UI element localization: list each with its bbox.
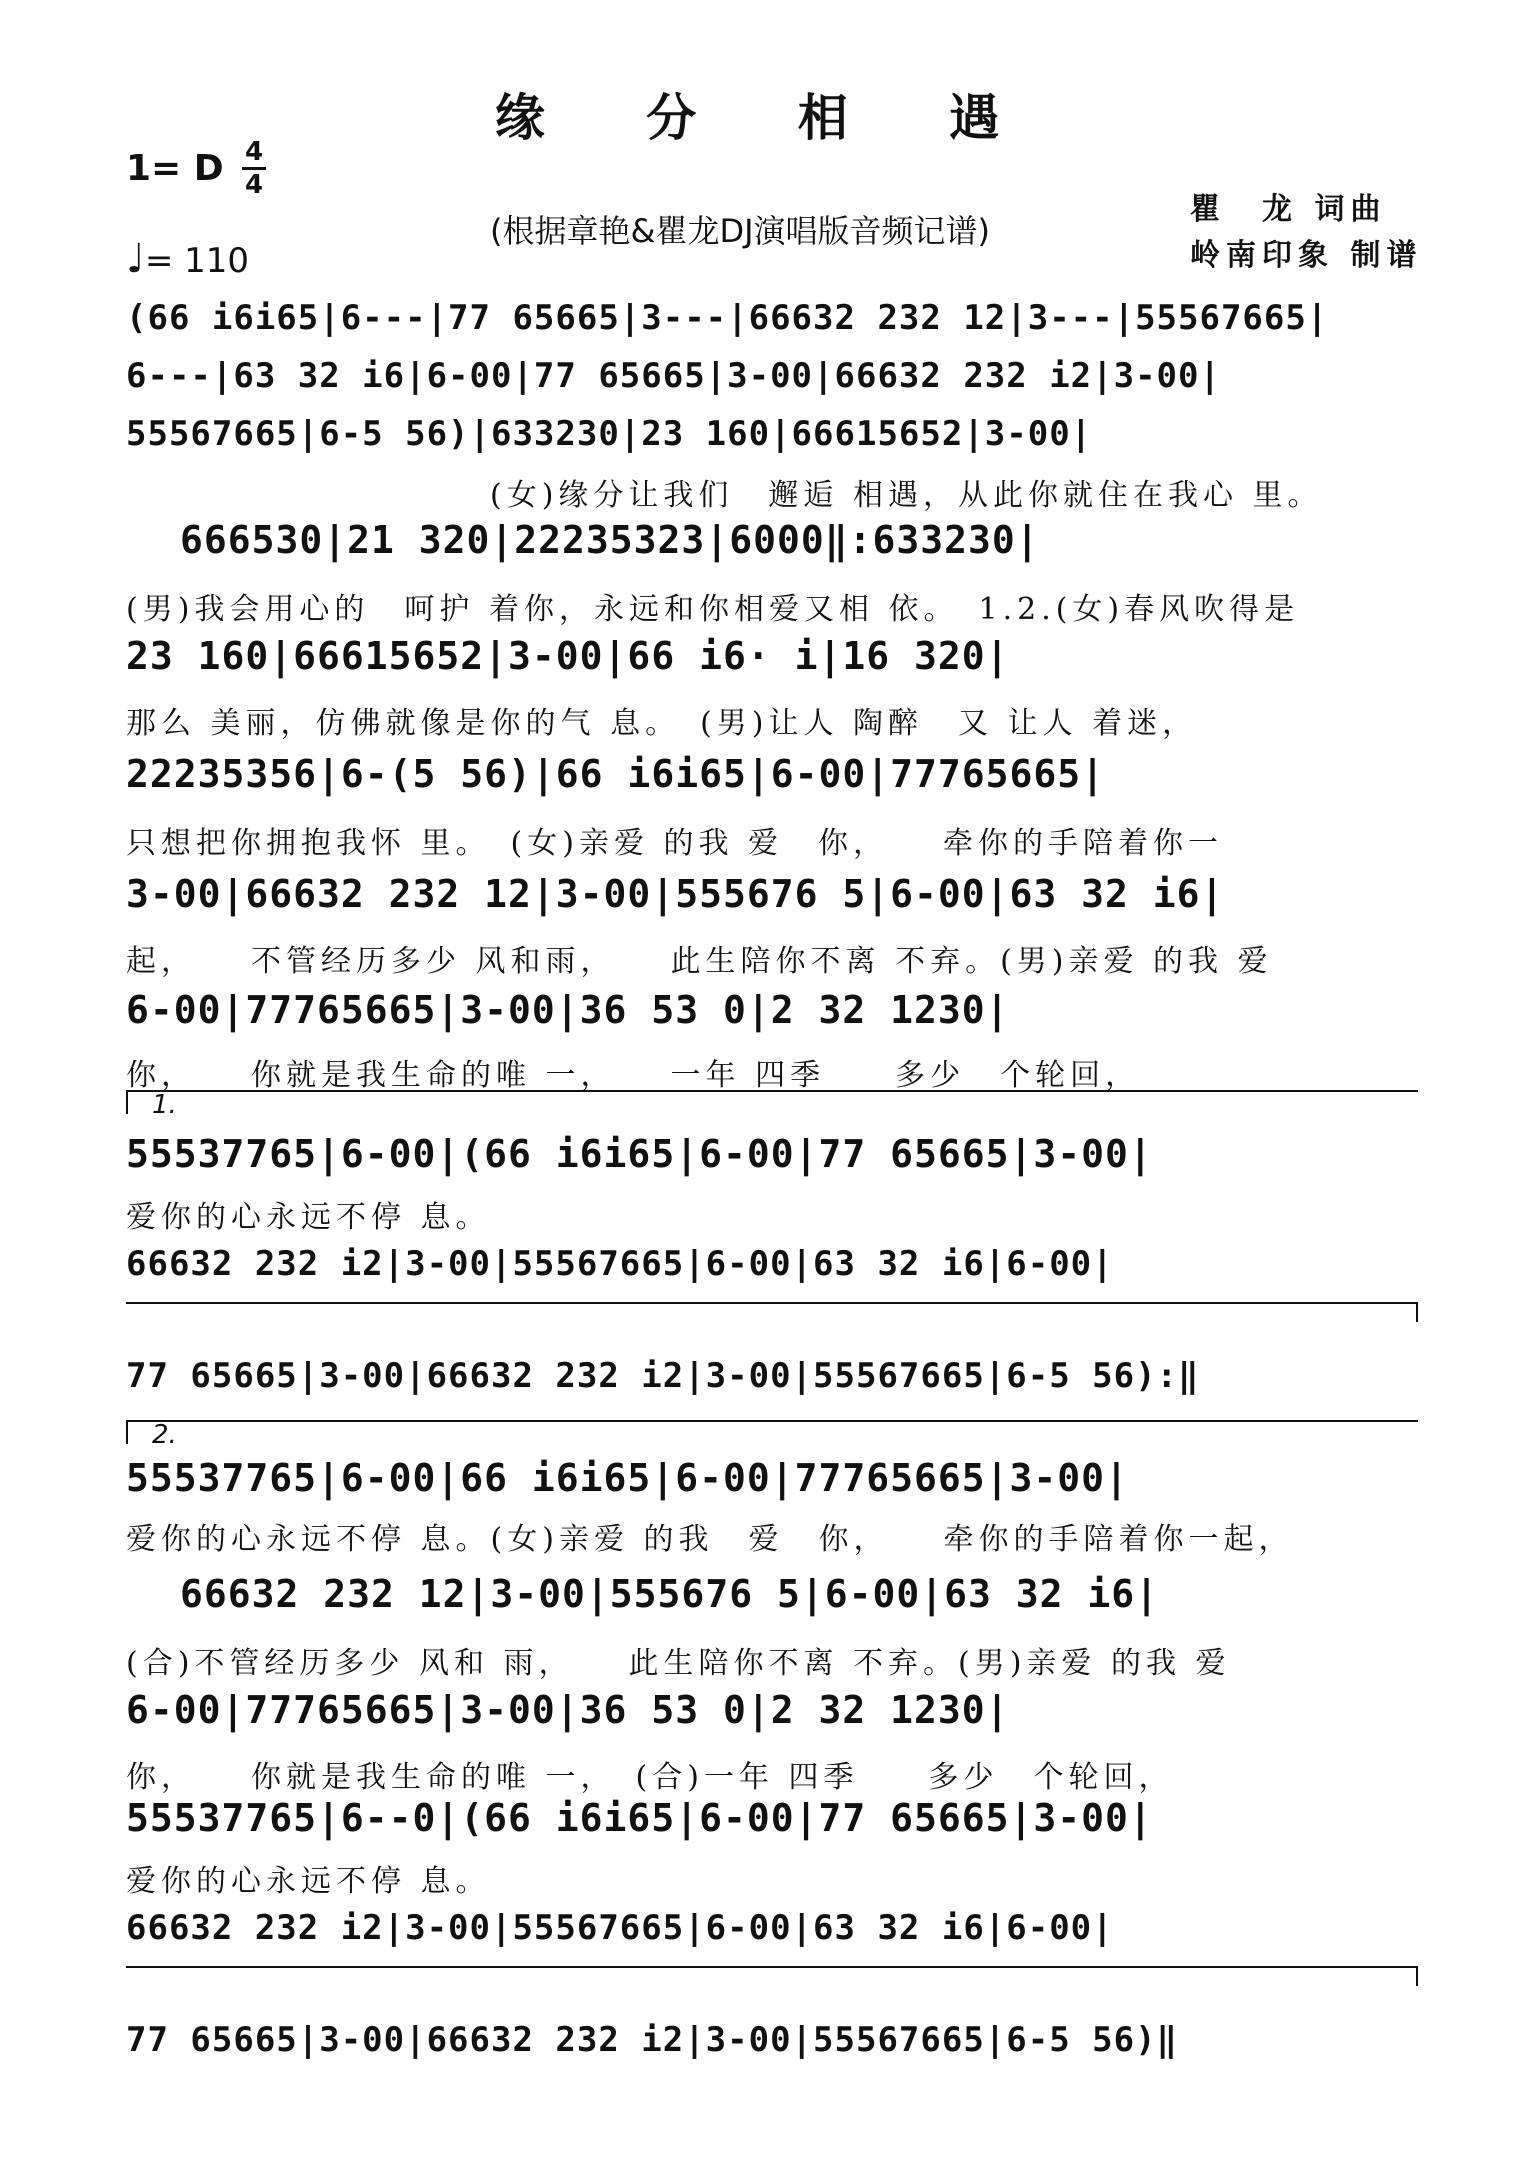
score-row-16: 66632 232 i2|3-00|55567665|6-00|63 32 i6|6-00| <box>126 1908 1114 1948</box>
lyric-row-3: (女)缘分让我们 邂逅 相遇，从此你就住在我心 里。 <box>490 478 1323 513</box>
transcriber-credit: 岭南印象 制谱 <box>1190 238 1423 273</box>
lyric-row-13: (合)不管经历多少 风和 雨， 此生陪你不离 不弃。(男)亲爱 的我 爱 <box>126 1646 1231 1681</box>
volta-1-continuation-line <box>126 1302 1418 1304</box>
score-row-4: 666530|21 320|22235323|6000‖:633230| <box>180 518 1040 562</box>
lyric-row-4: (男)我会用心的 呵护 着你，永远和你相爱又相 依。 1.2.(女)春风吹得是 <box>126 592 1300 627</box>
quarter-note-icon: ♩ <box>126 236 145 282</box>
lyric-row-8: 你， 你就是我生命的唯 一， 一年 四季 多少 个轮回， <box>126 1058 1141 1093</box>
time-signature-top: 4 <box>244 137 264 167</box>
volta-1-end-tick <box>1416 1302 1418 1322</box>
score-row-5: 23 160|66615652|3-00|66 i6· i|16 320| <box>126 634 1010 678</box>
lyric-row-15: 爱你的心永远不停 息。 <box>126 1864 491 1899</box>
score-row-12: 55537765|6-00|66 i6i65|6-00|77765665|3-00| <box>126 1456 1129 1500</box>
score-row-2: 6---|63 32 i6|6-00|77 65665|3-00|66632 232 i2|3-00| <box>126 356 1221 396</box>
source-note: (根据章艳&瞿龙DJ演唱版音频记谱) <box>490 212 991 250</box>
volta-1-tick <box>126 1090 128 1114</box>
composer-credit: 瞿 龙 词曲 <box>1190 192 1387 227</box>
lyric-row-12: 爱你的心永远不停 息。(女)亲爱 的我 爱 你， 牵你的手陪着你一起， <box>126 1522 1294 1557</box>
score-row-13: 66632 232 12|3-00|555676 5|6-00|63 32 i6| <box>180 1572 1159 1616</box>
lyric-row-5: 那么 美丽，仿佛就像是你的气 息。 (男)让人 陶醉 又 让人 着迷， <box>126 706 1198 741</box>
key-signature: 1= D <box>126 148 224 189</box>
score-row-11: 77 65665|3-00|66632 232 i2|3-00|55567665|6-5 56):‖ <box>126 1356 1200 1396</box>
volta-1-line <box>126 1090 1418 1092</box>
lyric-row-9: 爱你的心永远不停 息。 <box>126 1200 491 1235</box>
coda-line <box>126 1966 1418 1968</box>
score-row-6: 22235356|6-(5 56)|66 i6i65|6-00|77765665| <box>126 752 1105 796</box>
score-row-8: 6-00|77765665|3-00|36 53 0|2 32 1230| <box>126 988 1010 1032</box>
tempo-value: = 110 <box>144 241 250 281</box>
score-row-10: 66632 232 i2|3-00|55567665|6-00|63 32 i6|6-00| <box>126 1244 1114 1284</box>
lyric-row-6: 只想把你拥抱我怀 里。 (女)亲爱 的我 爱 你， 牵你的手陪着你一 <box>126 826 1224 861</box>
time-signature <box>242 138 266 199</box>
volta-2-line <box>126 1420 1418 1422</box>
tempo-marking <box>126 236 249 282</box>
volta-2-label: 2. <box>152 1420 177 1450</box>
score-row-14: 6-00|77765665|3-00|36 53 0|2 32 1230| <box>126 1688 1010 1732</box>
score-row-15: 55537765|6--0|(66 i6i65|6-00|77 65665|3-00| <box>126 1796 1153 1840</box>
song-title: 缘 分 相 遇 <box>494 88 1042 147</box>
coda-end-tick <box>1416 1966 1418 1986</box>
score-row-9: 55537765|6-00|(66 i6i65|6-00|77 65665|3-00| <box>126 1132 1153 1176</box>
score-row-17: 77 65665|3-00|66632 232 i2|3-00|55567665|6-5 56)‖ <box>126 2020 1179 2060</box>
score-row-7: 3-00|66632 232 12|3-00|555676 5|6-00|63 32 i6| <box>126 872 1225 916</box>
volta-1-label: 1. <box>152 1090 177 1120</box>
score-row-3: 55567665|6-5 56)|633230|23 160|66615652|3-00| <box>126 414 1093 454</box>
lyric-row-14: 你， 你就是我生命的唯 一， (合)一年 四季 多少 个轮回， <box>126 1760 1174 1795</box>
time-signature-bottom: 4 <box>244 170 264 200</box>
score-row-1: (66 i6i65|6---|77 65665|3---|66632 232 12|3---|55567665| <box>126 298 1329 338</box>
volta-2-tick <box>126 1420 128 1444</box>
lyric-row-7: 起， 不管经历多少 风和雨， 此生陪你不离 不弃。(男)亲爱 的我 爱 <box>126 944 1273 979</box>
